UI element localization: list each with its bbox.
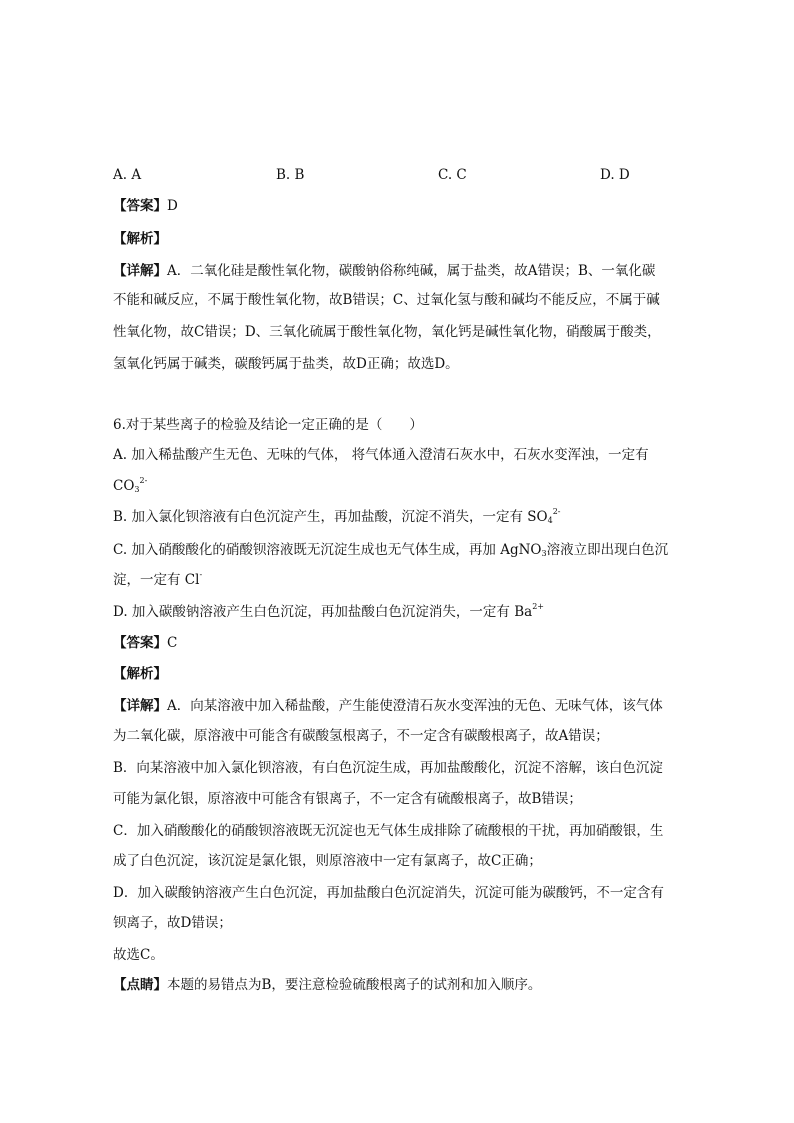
q6-option-a: A. 加入稀盐酸产生无色、无味的气体， 将气体通入澄清石灰水中，石灰水变浑浊，一定有 [113,447,649,463]
q5-analysis-heading: 【解析】 [113,231,167,247]
q5-detail-line: 氢氧化钙属于碱类，碳酸钙属于盐类，故D正确；故选D。 [113,356,459,372]
option-a: A. A [113,167,142,183]
option-d: D. D [600,167,630,183]
q6-detail-line: 成了白色沉淀，该沉淀是氯化银，则原溶液中一定有氯离子，故C正确； [113,853,542,869]
option-b: B. B [276,167,305,183]
q6-analysis-heading: 【解析】 [113,666,167,682]
q6-answer: 【答案】C [113,635,178,651]
q6-option-a-continued: $CO_3^{2-}$ [113,476,148,494]
q6-detail-line: B．向某溶液中加入氯化钡溶液，有白色沉淀生成，再加盐酸酸化，沉淀不溶解，该白色沉淀 [113,760,663,776]
q5-answer: 【答案】D [113,198,178,214]
option-c: C. C [438,167,467,183]
q6-detail-line: 可能为氯化银，原溶液中可能含有银离子，不一定含有硫酸根离子，故B错误； [113,791,582,807]
q6-option-c-continued: 淀，一定有 Cl- [113,570,203,588]
q6-detail-line: 钡离子，故D错误； [113,915,232,931]
q6-option-b: B. 加入氯化钡溶液有白色沉淀产生，再加盐酸，沉淀不消失，一定有 $SO_4^{2-}$ [113,507,561,525]
q6-detail-line: 【详解】A．向某溶液中加入稀盐酸，产生能使澄清石灰水变浑浊的无色、无味气体，该气体 [113,698,663,714]
q6-option-c: C. 加入硝酸酸化的硝酸钡溶液既无沉淀生成也无气体生成，再加 AgNO$_3$溶液立即出现白色沉 [113,542,669,558]
q6-detail-line: 为二氧化碳，原溶液中可能含有碳酸氢根离子，不一定含有碳酸根离子，故A错误； [113,728,609,744]
q5-detail-line: 【详解】A．二氧化硅是酸性氧化物，碳酸钠俗称纯碱，属于盐类，故A错误；B、一氧化碳 [113,263,656,279]
q6-tip: 【点睛】本题的易错点为B，要注意检验硫酸根离子的试剂和加入顺序。 [113,977,542,993]
q6-option-d: D. 加入碳酸钠溶液产生白色沉淀，再加盐酸白色沉淀消失，一定有 $Ba^{2+}$ [113,602,544,620]
q6-detail-line: D．加入碳酸钠溶液产生白色沉淀，再加盐酸白色沉淀消失，沉淀可能为碳酸钙，不一定含有 [113,885,664,901]
q5-detail-line: 不能和碱反应，不属于酸性氧化物，故B错误；C、过氧化氢与酸和碱均不能反应，不属于碱 [113,292,660,308]
q6-stem: 6.对于某些离子的检验及结论一定正确的是（ ） [113,417,423,433]
q6-detail-line: C．加入硝酸酸化的硝酸钡溶液既无沉淀也无气体生成排除了硫酸根的干扰，再加硝酸银，生 [113,823,664,839]
q6-conclusion: 故选C。 [113,947,164,963]
q5-detail-line: 性氧化物，故C错误；D、三氧化硫属于酸性氧化物，氧化钙是碱性氧化物，硝酸属于酸类， [113,324,661,340]
